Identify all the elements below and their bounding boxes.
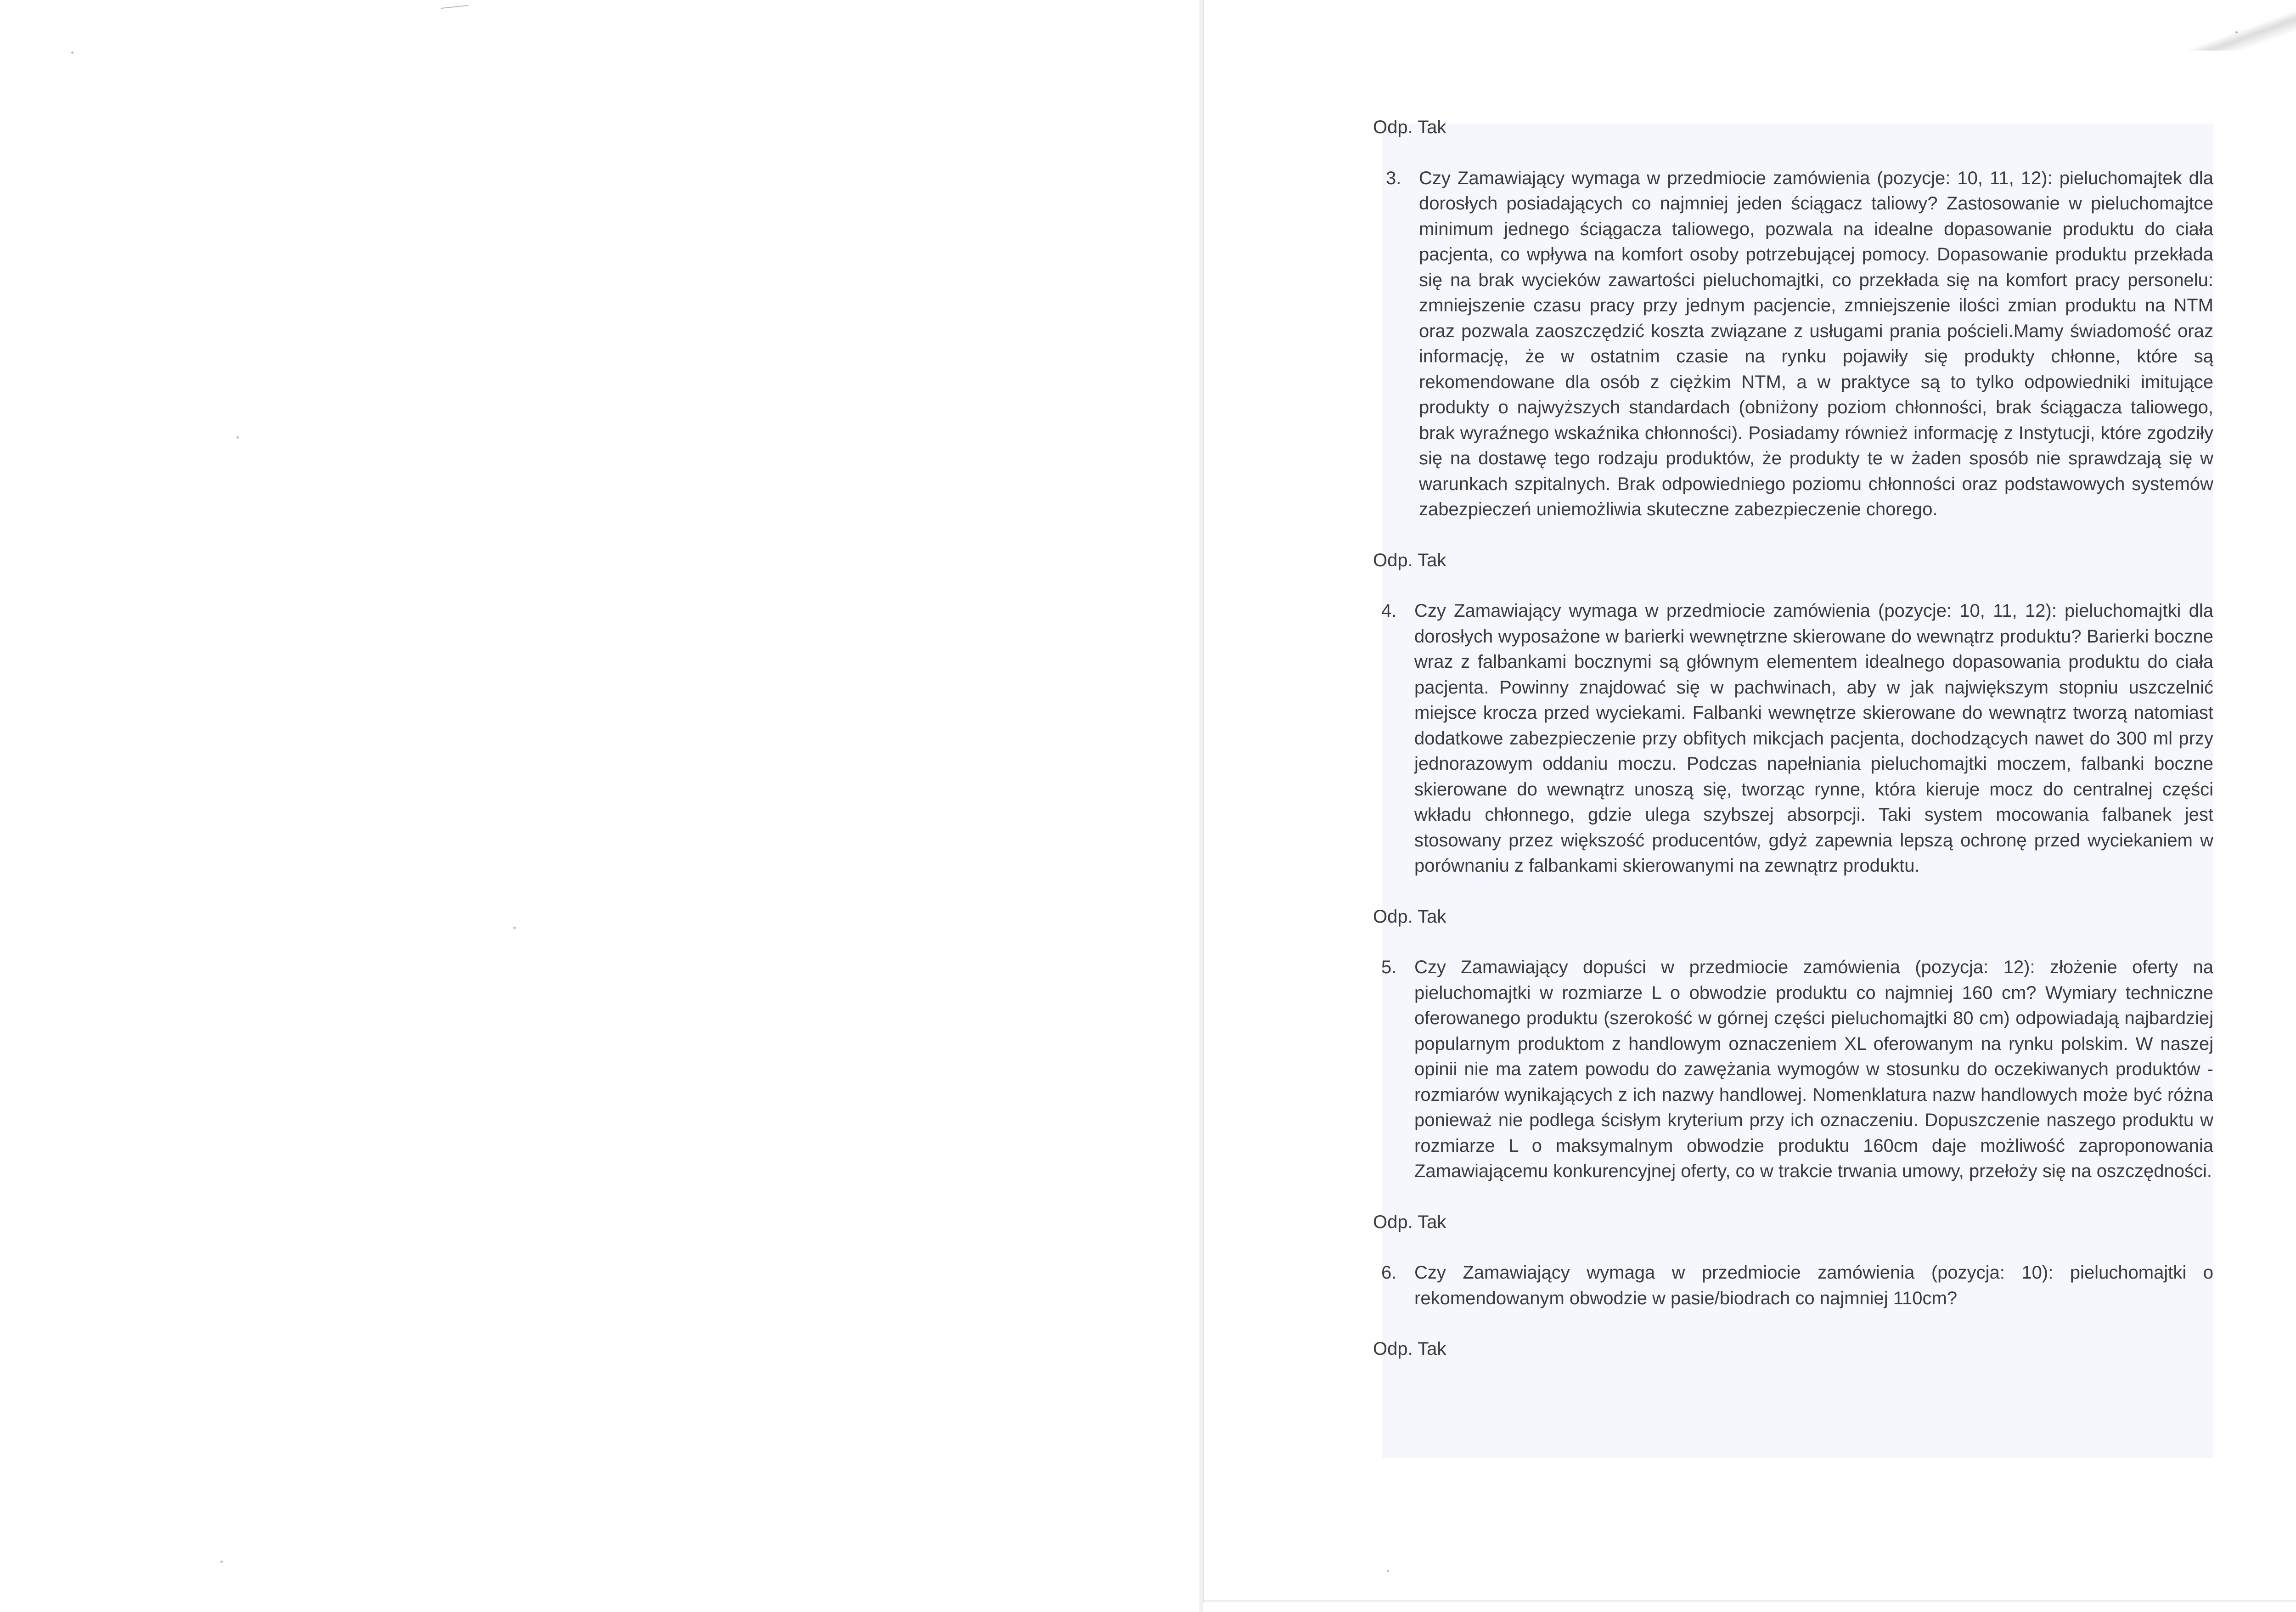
- question-item: [1378, 166, 2213, 523]
- question-item: [1373, 955, 2213, 1184]
- question-number: 5.: [1381, 957, 1397, 977]
- scan-speck: [1387, 1570, 1389, 1572]
- spacer: [1373, 523, 2213, 548]
- question-text: Czy Zamawiający wymaga w przedmiocie zamówienia (pozycje: 10, 11, 12): pieluchomajtek dla dorosłych posiadających co najmniej jeden ściągacz taliowy? Zastosowanie w pieluchomajtce minimum jednego ściągacza taliowego, pozwala na idealne dopasowanie produktu do ciała pacjenta, co wpływa na komfort osoby potrzebującej pomocy. Dopasowanie produktu przekłada się na brak wycieków zawartości pieluchomajtki, co przekłada się na komfort pracy personelu: zmniejszenie czasu pracy przy jednym pacjencie, zmniejszenie ilości zmian produktu na NTM oraz pozwala zaoszczędzić koszta związane z usługami prania pościeli.Mamy świadomość oraz informację, że w ostatnim czasie na rynku pojawiły się produkty chłonne, które są rekomendowane dla osób z ciężkim NTM, a w praktyce są to tylko odpowiedniki imitujące produkty o najwyższych standardach (obniżony poziom chłonności, brak ściągacza taliowego, brak wyraźnego wskaźnika chłonności). Posiadamy również informację z Instytucji, które zgodziły się na dostawę tego rodzaju produktów, że produkty te w żaden sposób nie sprawdzają się w warunkach szpitalnych. Brak odpowiedniego poziomu chłonności oraz podstawowych systemów zabezpieczeń uniemożliwia skuteczne zabezpieczenie chorego.: [1419, 168, 2213, 519]
- spacer: [1373, 573, 2213, 598]
- page-gutter: [1199, 0, 1203, 1612]
- spacer: [1373, 930, 2213, 955]
- answer-text: Odp. Tak: [1373, 1212, 1446, 1232]
- question-text: Czy Zamawiający wymaga w przedmiocie zamówienia (pozycje: 10, 11, 12): pieluchomajtki dla dorosłych wyposażone w barierki wewnętrzne skierowane do wewnątrz produktu? Barierki boczne wraz z falbankami bocznymi są głównym elementem idealnego dopasowania produktu do ciała pacjenta. Powinny znajdować się w pachwinach, aby w jak największym stopniu uszczelnić miejsce krocza przed wyciekami. Falbanki wewnętrze skierowane do wewnątrz tworzą natomiast dodatkowe zabezpieczenie przy obfitych mikcjach pacjenta, dochodzących nawet do 300 ml przy jednorazowym oddaniu moczu. Podczas napełniania pieluchomajtki moczem, falbanki boczne skierowane do wewnątrz unoszą się, tworząc rynne, która kieruje mocz do centralnej części wkładu chłonnego, gdzie ulega szybszej absorpcji. Taki system mocowania falbanek jest stosowany przez większość producentów, gdyż zapewnia lepszą ochronę przed wyciekaniem w porównaniu z falbankami skierowanymi na zewnątrz produktu.: [1414, 601, 2213, 876]
- answer-text: Odp. Tak: [1373, 550, 1446, 570]
- question-number: 3.: [1386, 168, 1401, 188]
- answer-text: Odp. Tak: [1373, 117, 1446, 137]
- scan-speck: [2235, 31, 2238, 34]
- page-corner-fold: [2131, 0, 2296, 51]
- document-body: [1373, 115, 2213, 1362]
- question-text: Czy Zamawiający wymaga w przedmiocie zamówienia (pozycja: 10): pieluchomajtki o rekomendowanym obwodzie w pasie/biodrach co najmniej 110cm?: [1414, 1263, 2213, 1308]
- question-item: [1373, 1260, 2213, 1311]
- answer-text: Odp. Tak: [1373, 1339, 1446, 1359]
- question-item: [1373, 598, 2213, 879]
- spacer: [1373, 141, 2213, 166]
- spacer: [1373, 1184, 2213, 1210]
- scan-speck: [220, 1561, 223, 1563]
- spacer: [1373, 1311, 2213, 1336]
- question-text: Czy Zamawiający dopuści w przedmiocie zamówienia (pozycja: 12): złożenie oferty na pieluchomajtki w rozmiarze L o obwodzie produktu co najmniej 160 cm? Wymiary techniczne oferowanego produktu (szerokość w górnej części pieluchomajtki 80 cm) odpowiadają najbardziej popularnym produktom z handlowym oznaczeniem XL oferowanym na rynku polskim. W naszej opinii nie ma zatem powodu do zawężania wymogów w stosunku do oczekiwanych produktów - rozmiarów wynikających z ich nazwy handlowej. Nomenklatura nazw handlowych może być różna ponieważ nie podlega ścisłym kryterium przy ich oznaczeniu. Dopuszczenie naszego produktu w rozmiarze L o maksymalnym obwodzie produktu 160cm daje możliwość zaproponowania Zamawiającemu konkurencyjnej oferty, co w trakcie trwania umowy, przełoży się na oszczędności.: [1414, 957, 2213, 1181]
- scan-speck: [236, 436, 239, 439]
- scan-speck: [513, 927, 516, 929]
- answer-text: Odp. Tak: [1373, 906, 1446, 927]
- spacer: [1373, 1235, 2213, 1260]
- spacer: [1373, 879, 2213, 904]
- question-number: 6.: [1381, 1263, 1397, 1283]
- question-number: 4.: [1381, 601, 1397, 621]
- scan-speck: [71, 51, 73, 54]
